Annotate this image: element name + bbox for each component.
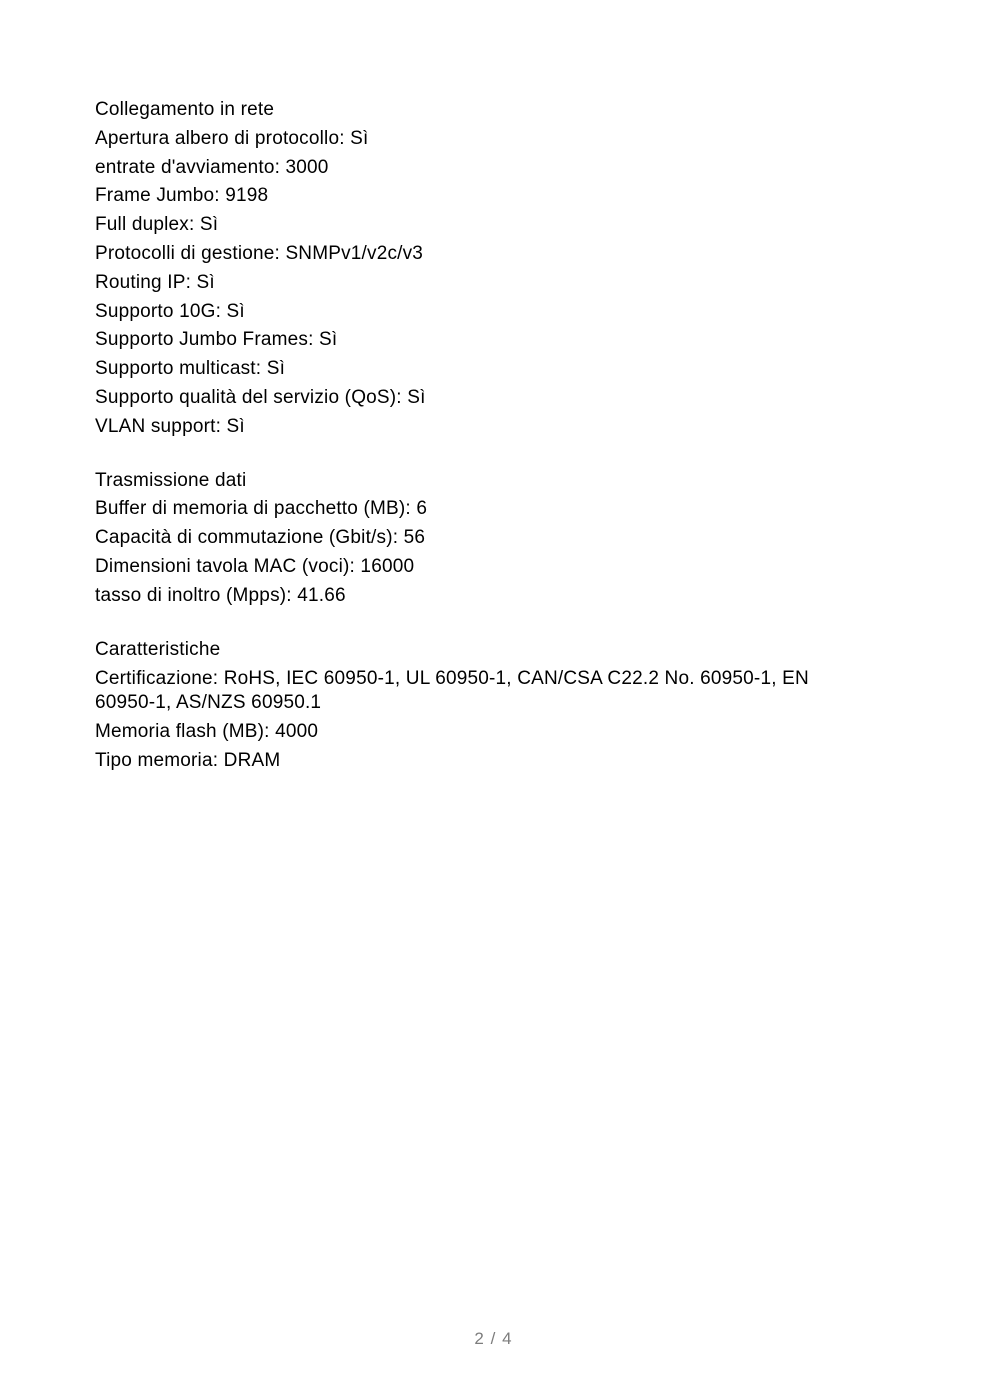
spec-line: Buffer di memoria di pacchetto (MB): 6 (95, 498, 428, 520)
document-body (95, 96, 860, 776)
spec-line: Supporto 10G: Sì (95, 300, 245, 322)
spec-line: Capacità di commutazione (Gbit/s): 56 (95, 527, 426, 549)
spec-line: entrate d'avviamento: 3000 (95, 156, 329, 178)
page-number-indicator: 2 / 4 (474, 1329, 513, 1348)
section-heading: Collegamento in rete (95, 99, 275, 120)
spec-line: Memoria flash (MB): 4000 (95, 721, 319, 743)
spec-line: Supporto qualità del servizio (QoS): Sì (95, 386, 426, 408)
spec-line-certification: Certificazione: RoHS, IEC 60950-1, UL 60950-1, CAN/CSA C22.2 No. 60950-1, EN 60950-1, AS/NZS 60950.1 (95, 668, 815, 714)
spec-line: Supporto Jumbo Frames: Sì (95, 329, 338, 351)
spec-line: Apertura albero di protocollo: Sì (95, 127, 369, 149)
spec-line: Protocolli di gestione: SNMPv1/v2c/v3 (95, 242, 424, 264)
spec-line: Dimensioni tavola MAC (voci): 16000 (95, 555, 415, 577)
section-heading: Caratteristiche (95, 638, 221, 660)
spec-line: Tipo memoria: DRAM (95, 750, 281, 772)
spec-section-networking (95, 96, 860, 442)
spec-section-data-transmission (95, 467, 860, 611)
section-heading: Trasmissione dati (95, 469, 247, 491)
spec-line: Frame Jumbo: 9198 (95, 185, 269, 207)
spec-section-features (95, 636, 860, 776)
spec-line: tasso di inoltro (Mpps): 41.66 (95, 584, 346, 606)
spec-line: VLAN support: Sì (95, 415, 245, 437)
spec-line: Routing IP: Sì (95, 271, 215, 293)
spec-line: Full duplex: Sì (95, 214, 219, 236)
spec-line: Supporto multicast: Sì (95, 358, 286, 380)
